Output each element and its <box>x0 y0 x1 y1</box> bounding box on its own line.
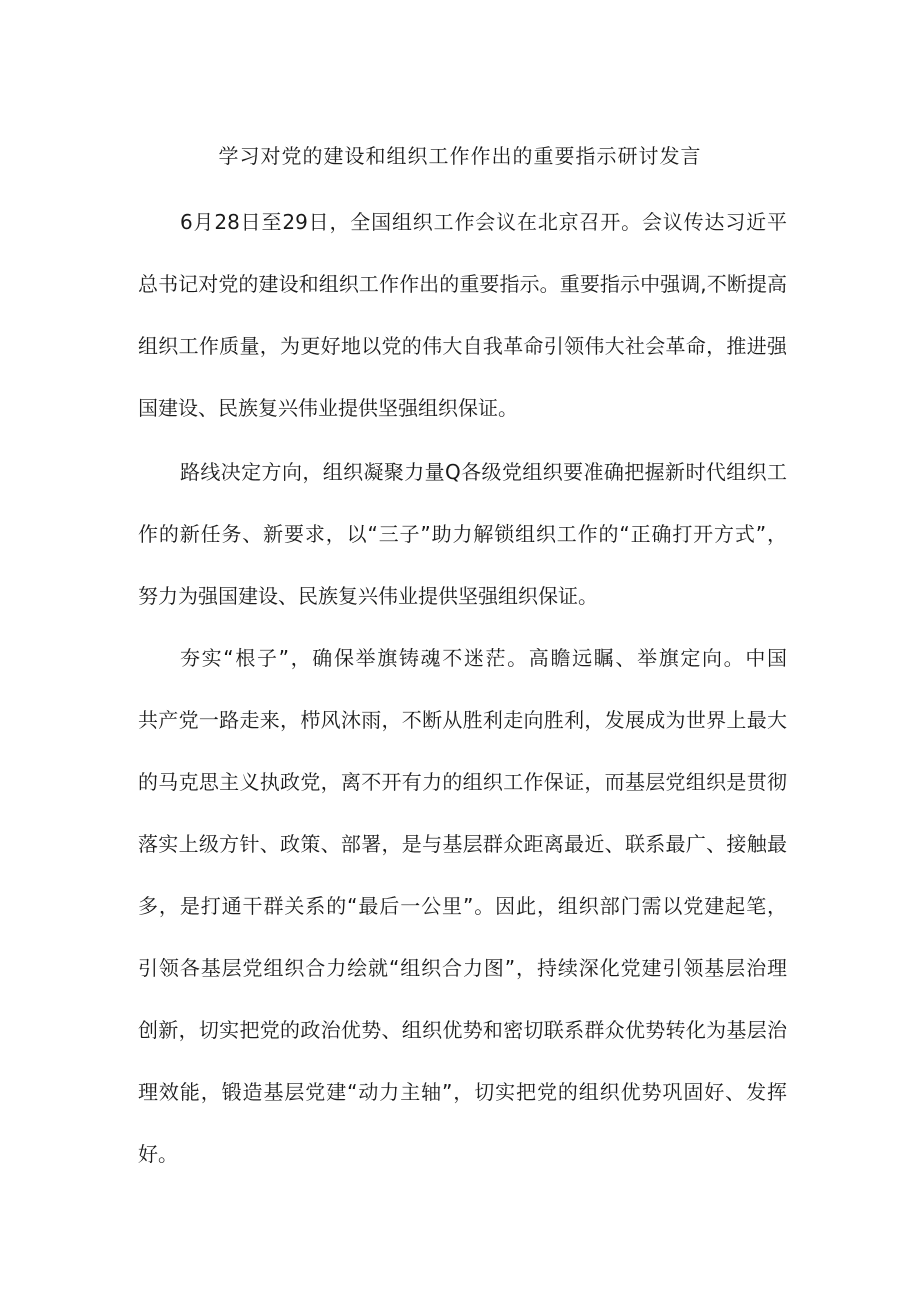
paragraph-1-line-2: 总书记对党的建设和组织工作作出的重要指示。重要指示中强调,不断提高 <box>138 272 787 296</box>
paragraph-3-line-5: 多，是打通干群关系的“最后一公里”。因此，组织部门需以党建起笔， <box>138 894 787 918</box>
paragraph-1-line-1: 6月28日至29日，全国组织工作会议在北京召开。会议传达习近平 <box>180 210 787 234</box>
paragraph-2-line-3: 努力为强国建设、民族复兴伟业提供坚强组织保证。 <box>138 584 598 608</box>
paragraph-2-line-1: 路线决定方向，组织凝聚力量Q各级党组织要准确把握新时代组织工 <box>180 460 787 484</box>
paragraph-1-line-3: 组织工作质量，为更好地以党的伟大自我革命引领伟大社会革命，推进强 <box>138 334 787 358</box>
paragraph-3-line-2: 共产党一路走来，栉风沐雨，不断从胜利走向胜利，发展成为世界上最大 <box>138 708 787 732</box>
paragraph-3-line-6: 引领各基层党组织合力绘就“组织合力图”，持续深化党建引领基层治理 <box>138 956 787 980</box>
paragraph-3-line-8: 理效能，锻造基层党建“动力主轴”，切实把党的组织优势巩固好、发挥 <box>138 1080 787 1104</box>
paragraph-3-line-9: 好。 <box>138 1142 178 1166</box>
paragraph-1-line-4: 国建设、民族复兴伟业提供坚强组织保证。 <box>138 396 518 420</box>
paragraph-3-line-7: 创新，切实把党的政治优势、组织优势和密切联系群众优势转化为基层治 <box>138 1018 787 1042</box>
paragraph-3-line-3: 的马克思主义执政党，离不开有力的组织工作保证，而基层党组织是贯彻 <box>138 770 787 794</box>
paragraph-3-line-1: 夯实“根子”，确保举旗铸魂不迷茫。高瞻远瞩、举旗定向。中国 <box>180 646 787 670</box>
paragraph-3-line-4: 落实上级方针、政策、部署，是与基层群众距离最近、联系最广、接触最 <box>138 832 787 856</box>
paragraph-2-line-2: 作的新任务、新要求，以“三子”助力解锁组织工作的“正确打开方式”， <box>138 522 787 546</box>
document-title: 学习对党的建设和组织工作作出的重要指示研讨发言 <box>218 144 702 168</box>
